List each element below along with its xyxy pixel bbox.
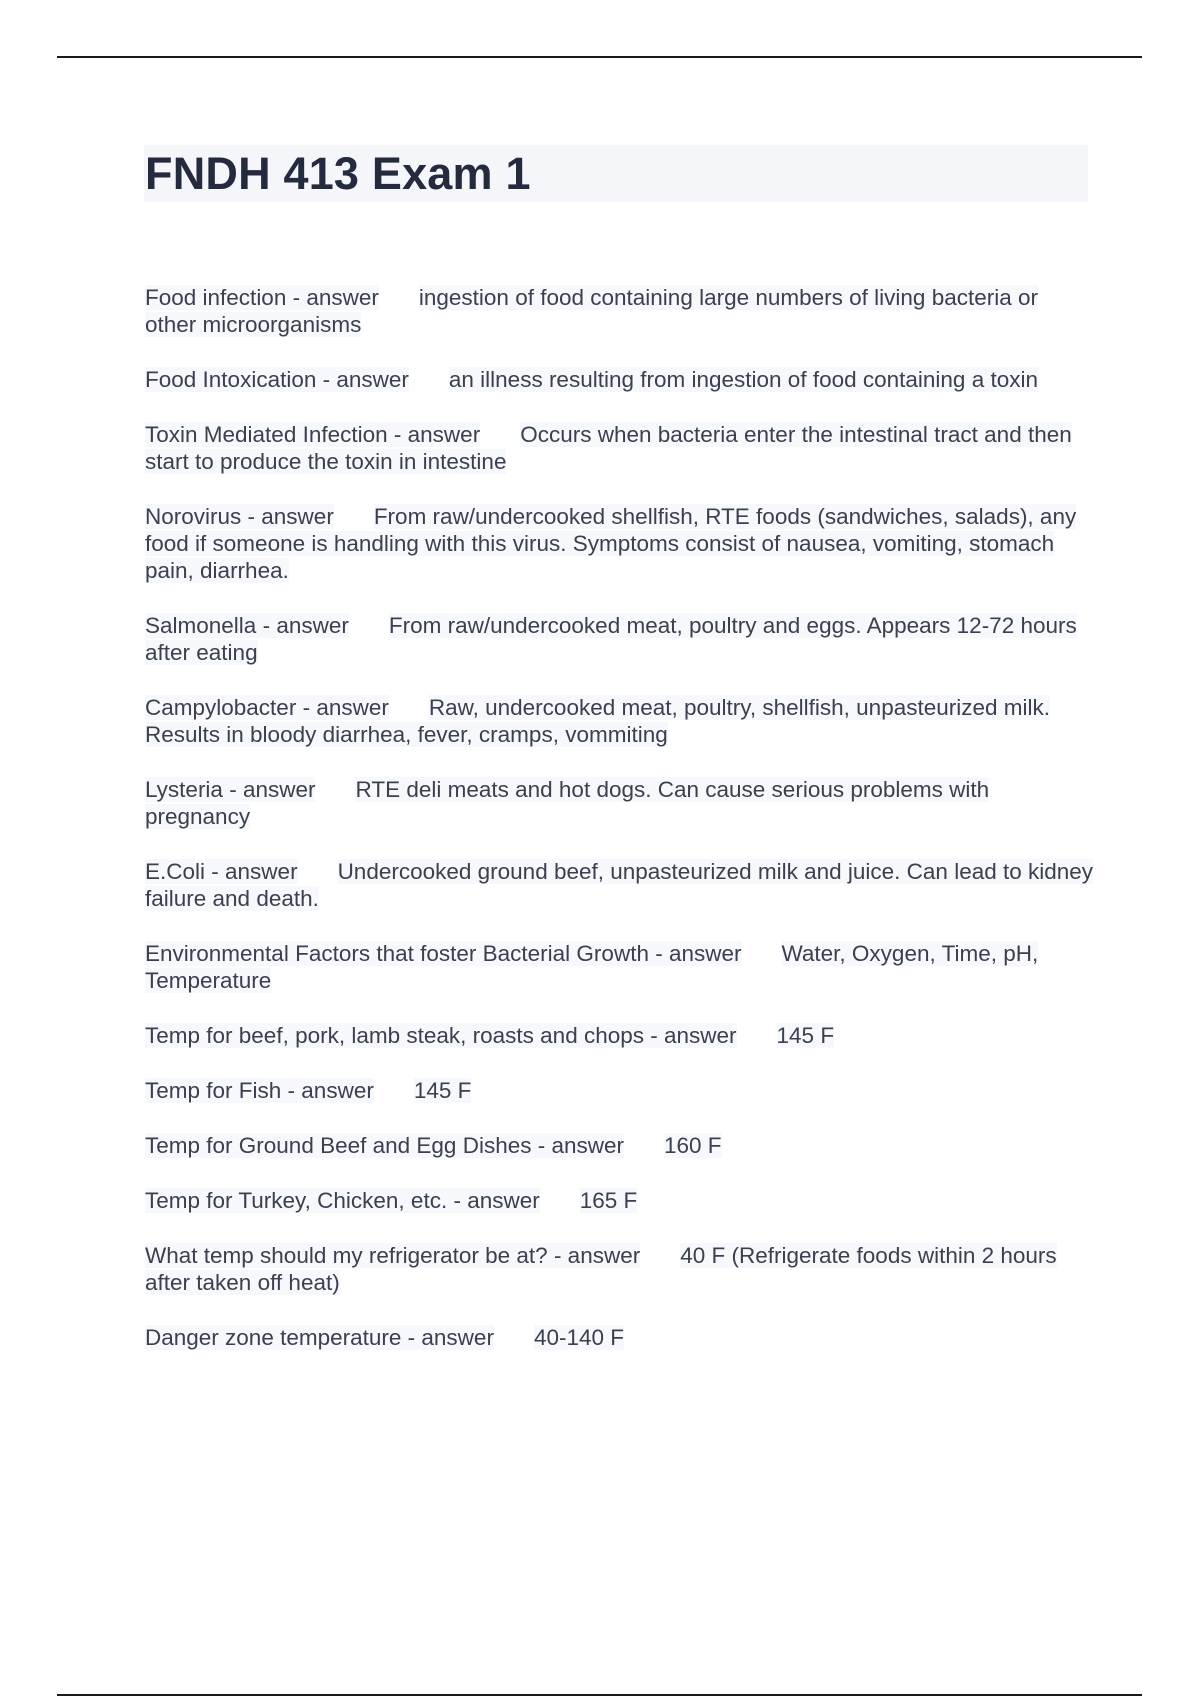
qa-answer: 40 F (Refrigerate foods within 2 hours after taken off heat) [145,1243,1057,1295]
qa-answer: Raw, undercooked meat, poultry, shellfish, unpasteurized milk. Results in bloody diarrhea, fever, cramps, vommiting [145,695,1051,747]
qa-item [145,694,1095,748]
qa-term: Lysteria - answer [145,777,316,802]
qa-item [145,421,1095,475]
qa-answer: RTE deli meats and hot dogs. Can cause serious problems with pregnancy [145,777,990,829]
qa-term: Temp for beef, pork, lamb steak, roasts and chops - answer [145,1023,737,1048]
qa-item [145,284,1095,338]
qa-answer: 165 F [579,1188,638,1213]
qa-term: What temp should my refrigerator be at? - answer [145,1243,641,1268]
qa-term: Food Intoxication - answer [145,367,409,392]
qa-term: Salmonella - answer [145,613,349,638]
qa-answer: 160 F [664,1133,722,1158]
qa-item [145,1242,1095,1296]
qa-answer: Occurs when bacteria enter the intestinal tract and then start to produce the toxin in intestine [145,422,1072,474]
qa-item [145,776,1095,830]
qa-term: E.Coli - answer [145,859,298,884]
qa-item [145,1077,1095,1104]
qa-item [145,1132,1095,1159]
qa-term: Environmental Factors that foster Bacterial Growth - answer [145,941,742,966]
qa-item [145,1324,1095,1351]
qa-item [145,940,1095,994]
qa-term: Norovirus - answer [145,504,334,529]
qa-item [145,612,1095,666]
qa-answer: 145 F [776,1023,835,1048]
qa-answer: an illness resulting from ingestion of food containing a toxin [448,367,1038,392]
qa-item [145,366,1095,393]
qa-term: Toxin Mediated Infection - answer [145,422,481,447]
qa-term: Temp for Turkey, Chicken, etc. - answer [145,1188,540,1213]
qa-answer: From raw/undercooked shellfish, RTE foods (sandwiches, salads), any food if someone is handling with this virus. Symptoms consist of nausea, vomiting, stomach pain, diarrhea. [145,504,1077,583]
qa-answer: ingestion of food containing large numbers of living bacteria or other microorganisms [145,285,1038,337]
top-rule [57,56,1142,58]
qa-term: Temp for Fish - answer [145,1078,374,1103]
qa-answer: Undercooked ground beef, unpasteurized milk and juice. Can lead to kidney failure and death. [145,859,1094,911]
qa-term: Campylobacter - answer [145,695,389,720]
qa-item [145,1022,1095,1049]
qa-item [145,1187,1095,1214]
qa-answer: From raw/undercooked meat, poultry and eggs. Appears 12-72 hours after eating [145,613,1077,665]
qa-term: Food infection - answer [145,285,379,310]
qa-item [145,858,1095,912]
qa-answer: 145 F [413,1078,472,1103]
qa-item [145,503,1095,584]
bottom-rule [57,1694,1142,1696]
page-title: FNDH 413 Exam 1 [145,148,531,199]
qa-answer: Water, Oxygen, Time, pH, Temperature [145,941,1039,993]
qa-term: Temp for Ground Beef and Egg Dishes - answer [145,1133,624,1158]
qa-list [145,284,1095,1379]
qa-answer: 40-140 F [533,1325,624,1350]
qa-term: Danger zone temperature - answer [145,1325,494,1350]
